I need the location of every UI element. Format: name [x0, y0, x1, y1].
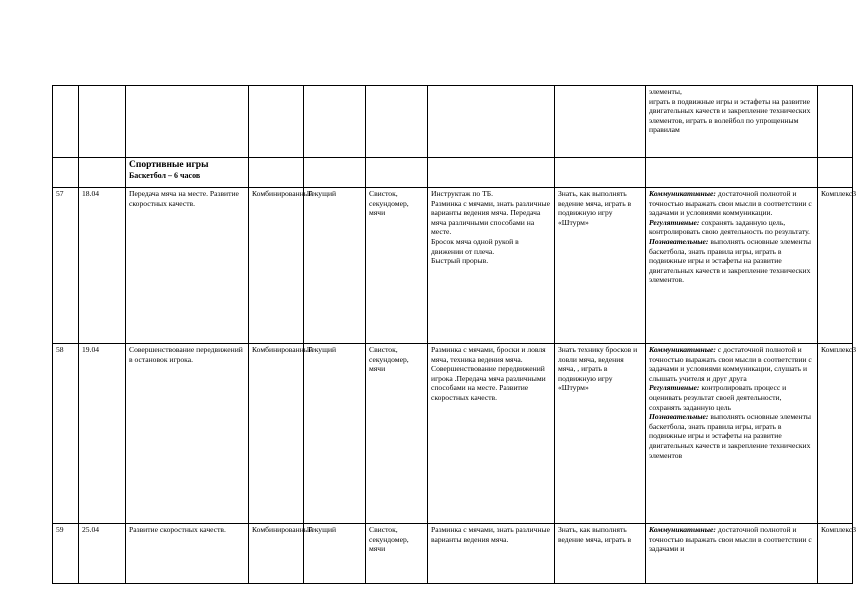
table-row	[53, 524, 853, 584]
cell-topic	[126, 86, 249, 158]
cell-content	[428, 344, 555, 524]
cell-content	[428, 86, 555, 158]
cell-extra: Комплекс3	[818, 344, 853, 524]
cell-equipment: Свисток, секундомер, мячи	[366, 188, 428, 344]
uud-text: выполнять основные элементы баскетбола, знать правила игры, играть в подвижные игры и эстафеты на развитие двигательных качеств и закрепление технических элементов.	[649, 236, 812, 285]
table-row	[53, 188, 853, 344]
uud-line: элементы,	[649, 87, 682, 96]
uud-label: Коммуникативные:	[649, 189, 716, 198]
cell-uud	[646, 86, 818, 158]
cell-date: 18.04	[79, 188, 126, 344]
uud-text: сохранять заданную цель, контролировать свою деятельность по результату.	[649, 217, 810, 237]
cell-skills	[555, 86, 646, 158]
cell-uud	[646, 344, 818, 524]
cell-extra	[818, 158, 853, 188]
cell-num	[53, 86, 79, 158]
cell-control: Текущий	[304, 524, 366, 584]
cell-num: 59	[53, 524, 79, 584]
cell-topic: Передача мяча на месте. Развитие скоростных качеств.	[126, 188, 249, 344]
cell-skills: Знать, как выполнять ведение мяча, играть в подвижную игру «Штурм»	[555, 188, 646, 344]
cell-control	[304, 158, 366, 188]
table-row	[53, 344, 853, 524]
cell-date: 25.04	[79, 524, 126, 584]
content-line: Быстрый прорыв.	[431, 256, 489, 266]
cell-skills: Знать, как выполнять ведение мяча, играть в	[555, 524, 646, 584]
cell-type: Комбинированный	[249, 188, 304, 344]
cell-uud	[646, 524, 818, 584]
cell-equipment	[366, 86, 428, 158]
uud-line: играть в подвижные игры и эстафеты на развитие двигательных качеств и закрепление технических элементов, играть в волейбол по упрощенным правилам	[649, 96, 811, 135]
cell-content	[428, 158, 555, 188]
cell-uud	[646, 188, 818, 344]
cell-content	[428, 524, 555, 584]
content-line: Бросок мяча одной рукой в движении от плеча.	[431, 236, 519, 256]
cell-control: Текущий	[304, 344, 366, 524]
cell-content	[428, 188, 555, 344]
lesson-plan-table	[52, 85, 856, 584]
uud-text: выполнять основные элементы баскетбола, знать правила игры, играть в подвижные игры и эстафеты на развитие двигательных качеств и закрепление технических элементов	[649, 412, 812, 460]
cell-type	[249, 158, 304, 188]
cell-skills	[555, 158, 646, 188]
section-title: Спортивные игры	[129, 160, 209, 170]
cell-extra	[818, 86, 853, 158]
cell-date: 19.04	[79, 344, 126, 524]
uud-text: достаточной полнотой и точностью выражать свои мысли в соответствии с задачами и	[649, 525, 812, 554]
cell-topic: Развитие скоростных качеств.	[126, 524, 249, 584]
uud-label: Познавательные:	[649, 412, 709, 422]
cell-equipment: Свисток, секундомер, мячи	[366, 524, 428, 584]
uud-label: Коммуникативные:	[649, 525, 716, 534]
cell-num: 57	[53, 188, 79, 344]
cell-type: Комбинированный	[249, 524, 304, 584]
cell-equipment: Свисток, секундомер, мячи	[366, 344, 428, 524]
uud-label: Регулятивные:	[649, 383, 700, 393]
cell-num	[53, 158, 79, 188]
uud-text: с достаточной полнотой и точностью выражать свои мысли в соответствии с задачами и условиями коммуникации, слушать и слышать учителя и друг друга	[649, 345, 812, 383]
cell-control: Текущий	[304, 188, 366, 344]
cell-type: Комбинированный	[249, 344, 304, 524]
uud-label: Познавательные:	[649, 236, 709, 246]
uud-label: Регулятивные:	[649, 217, 700, 227]
cell-type	[249, 86, 304, 158]
cell-equipment	[366, 158, 428, 188]
section-subtitle: Баскетбол – 6 часов	[129, 171, 201, 180]
uud-text: контролировать процесс и оценивать результат своей деятельности, сохранять заданную цель	[649, 383, 787, 412]
cell-extra: Комплекс3	[818, 188, 853, 344]
content-line: Разминка с мячами, знать различные варианты ведения мяча. Передача мяча различными способами на месте.	[431, 198, 550, 237]
cell-extra: Комплекс3	[818, 524, 853, 584]
cell-uud	[646, 158, 818, 188]
content-line: Разминка с мячами, знать различные варианты ведения мяча.	[431, 525, 550, 544]
cell-date	[79, 158, 126, 188]
content-line: Разминка с мячами, броски и ловля мяча, техника ведения мяча. Совершенствование передвижений игрока .Передача мяча различными способами на месте. Развитие скоростных качеств.	[431, 345, 546, 402]
cell-section	[126, 158, 249, 188]
cell-skills: Знать технику бросков и ловли мяча, ведения мяча, , играть в подвижную игру «Штурм»	[555, 344, 646, 524]
cell-num: 58	[53, 344, 79, 524]
section-row	[53, 158, 853, 188]
cell-control	[304, 86, 366, 158]
table-row	[53, 86, 853, 158]
cell-date	[79, 86, 126, 158]
uud-text: достаточной полнотой и точностью выражать свои мысли в соответствии с задачами и условиями коммуникации.	[649, 189, 812, 218]
uud-label: Коммуникативные:	[649, 345, 716, 354]
content-line: Инструктаж по ТБ.	[431, 189, 493, 198]
cell-topic: Совершенствование передвижений в остановок игрока.	[126, 344, 249, 524]
